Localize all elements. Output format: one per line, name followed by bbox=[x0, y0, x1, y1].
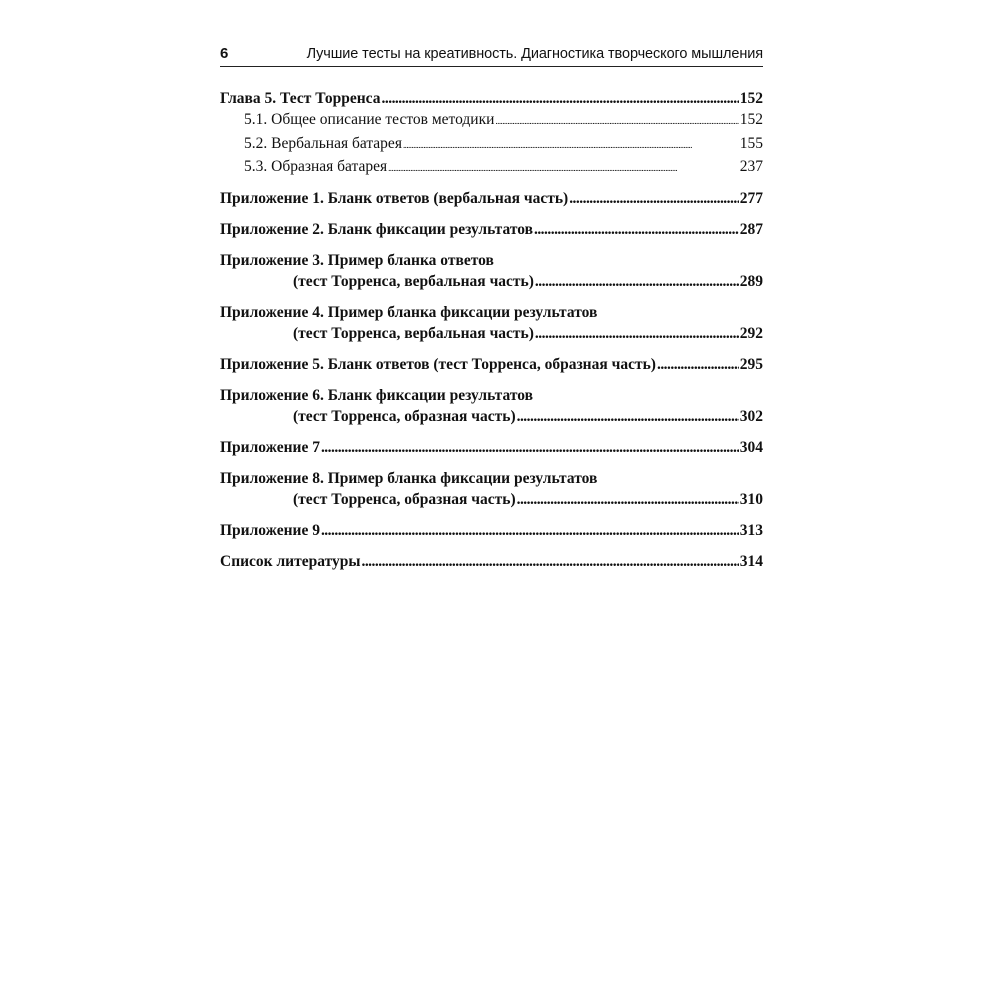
toc-entry-appendix-1[interactable] bbox=[220, 188, 763, 209]
toc-subentry-page: 152 bbox=[739, 111, 763, 128]
dot-leader bbox=[517, 406, 739, 427]
toc-entry-bibliography[interactable] bbox=[220, 551, 763, 572]
toc-entry-line-continued bbox=[220, 323, 763, 344]
toc-entry-line-continued bbox=[220, 271, 763, 292]
toc-entry-line bbox=[220, 437, 763, 458]
toc-entry-line bbox=[220, 188, 763, 209]
toc-entry-page: 295 bbox=[739, 355, 763, 373]
toc-entry-line bbox=[220, 219, 763, 240]
dot-leader bbox=[657, 354, 739, 375]
toc-entry-title: Приложение 1. Бланк ответов (вербальная часть) bbox=[220, 189, 569, 207]
toc-entry-line bbox=[220, 468, 763, 489]
dot-leader bbox=[403, 133, 739, 157]
toc-entry-page: 289 bbox=[739, 272, 763, 290]
toc-entry-title: Глава 5. Тест Торренса bbox=[220, 90, 381, 107]
dot-leader bbox=[388, 156, 739, 180]
dot-leader bbox=[535, 271, 739, 292]
page-number: 6 bbox=[220, 45, 229, 62]
toc-entry-title: Приложение 5. Бланк ответов (тест Торренса, образная часть) bbox=[220, 355, 656, 373]
toc-entry-page: 313 bbox=[739, 521, 763, 539]
toc-entry-line bbox=[220, 302, 763, 323]
toc-subentry-title: 5.3. Образная батарея bbox=[244, 158, 388, 175]
toc-entry-page: 152 bbox=[739, 90, 763, 107]
toc-entry-page: 310 bbox=[739, 490, 763, 508]
toc-entry-line bbox=[220, 88, 763, 109]
dot-leader bbox=[321, 520, 739, 541]
toc-entry-line-continued bbox=[220, 406, 763, 427]
toc-entry-page: 304 bbox=[739, 438, 763, 456]
toc-entry-page: 292 bbox=[739, 324, 763, 342]
toc-entry-appendix-9[interactable] bbox=[220, 520, 763, 541]
toc-subentry-5-1[interactable] bbox=[220, 109, 763, 133]
toc-entry-appendix-2[interactable] bbox=[220, 219, 763, 240]
table-of-contents bbox=[220, 88, 763, 582]
toc-entry-line bbox=[220, 250, 763, 271]
toc-subentry-title: 5.2. Вербальная батарея bbox=[244, 134, 402, 152]
toc-entry-title-continued: (тест Торренса, вербальная часть) bbox=[293, 324, 534, 342]
toc-entry-title: Приложение 7 bbox=[220, 438, 320, 456]
toc-entry-title-continued: (тест Торренса, образная часть) bbox=[293, 407, 516, 425]
dot-leader bbox=[569, 188, 739, 209]
toc-entry-line bbox=[220, 551, 763, 572]
toc-entry-line bbox=[220, 520, 763, 541]
toc-entry-line bbox=[220, 385, 763, 406]
dot-leader bbox=[382, 88, 739, 109]
toc-subentry-title: 5.1. Общее описание тестов методики bbox=[244, 111, 495, 128]
dot-leader bbox=[495, 109, 738, 133]
toc-entry-appendix-6[interactable] bbox=[220, 385, 763, 427]
toc-entry-line-continued bbox=[220, 489, 763, 510]
dot-leader bbox=[321, 437, 739, 458]
toc-entry-appendix-5[interactable] bbox=[220, 354, 763, 375]
toc-entry-title: Приложение 8. Пример бланка фиксации результатов bbox=[220, 469, 598, 487]
toc-subentries bbox=[220, 109, 763, 180]
toc-entry-page: 314 bbox=[739, 552, 763, 570]
toc-entry-title: Приложение 2. Бланк фиксации результатов bbox=[220, 220, 533, 238]
toc-entry-title: Приложение 6. Бланк фиксации результатов bbox=[220, 386, 533, 404]
toc-entry-line bbox=[220, 354, 763, 375]
toc-entry-title: Список литературы bbox=[220, 552, 361, 570]
toc-subentry-5-2[interactable] bbox=[220, 133, 763, 157]
dot-leader bbox=[535, 323, 739, 344]
dot-leader bbox=[517, 489, 739, 510]
toc-entry-appendix-3[interactable] bbox=[220, 250, 763, 292]
toc-entry-appendix-4[interactable] bbox=[220, 302, 763, 344]
toc-subentry-5-3[interactable] bbox=[220, 156, 763, 180]
toc-entry-appendix-7[interactable] bbox=[220, 437, 763, 458]
toc-entry-title: Приложение 9 bbox=[220, 521, 320, 539]
toc-entry-title: Приложение 3. Пример бланка ответов bbox=[220, 251, 494, 269]
running-title: Лучшие тесты на креативность. Диагностика творческого мышления bbox=[306, 46, 763, 62]
toc-entry-title: Приложение 4. Пример бланка фиксации результатов bbox=[220, 303, 598, 321]
dot-leader bbox=[534, 219, 739, 240]
toc-entry-chapter-5[interactable] bbox=[220, 88, 763, 180]
toc-subentry-page: 155 bbox=[739, 134, 763, 152]
toc-entry-page: 287 bbox=[739, 220, 763, 238]
toc-subentry-page: 237 bbox=[739, 158, 763, 175]
toc-entry-title-continued: (тест Торренса, вербальная часть) bbox=[293, 272, 534, 290]
dot-leader bbox=[361, 551, 738, 572]
toc-entry-title-continued: (тест Торренса, образная часть) bbox=[293, 490, 516, 508]
toc-entry-page: 277 bbox=[739, 189, 763, 207]
page-header bbox=[220, 40, 763, 67]
toc-entry-page: 302 bbox=[739, 407, 763, 425]
toc-entry-appendix-8[interactable] bbox=[220, 468, 763, 510]
